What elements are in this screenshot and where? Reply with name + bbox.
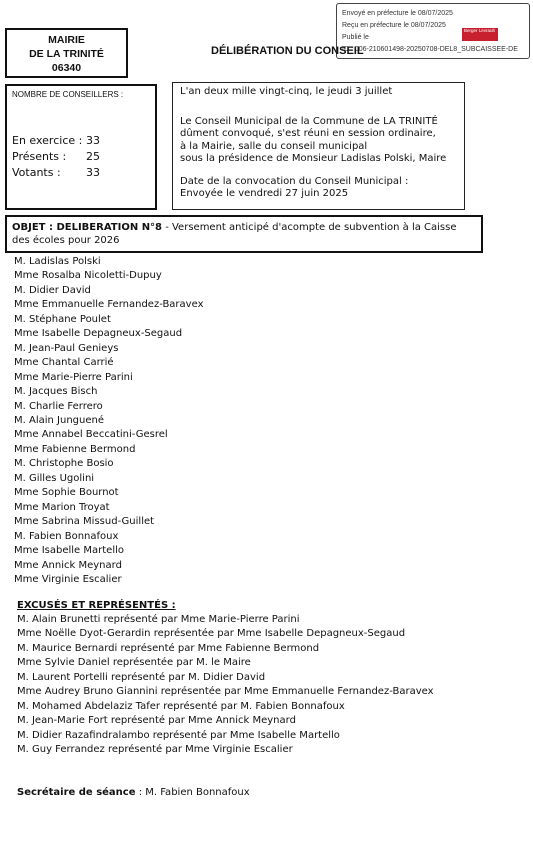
mairie-box (5, 28, 128, 78)
list-item: Mme Noëlle Dyot-Gerardin représentée par Mme Isabelle Depagneux-Segaud (17, 628, 406, 640)
list-item: M. Didier Razafindralambo représenté par Mme Isabelle Martello (17, 729, 340, 741)
intro-line-2: dûment convoqué, s'est réuni en session ordinaire, (180, 128, 436, 139)
stamp-id-line: ID : 006-210601498-20250708-DEL8_SUBCAISSEE-DE (342, 46, 518, 53)
list-item: M. Jean-Paul Genieys (14, 342, 119, 354)
list-item: M. Mohamed Abdelaziz Tafer représenté par M. Fabien Bonnafoux (17, 700, 345, 712)
list-item: M. Charlie Ferrero (14, 400, 103, 412)
stat-en-exercice-value: 33 (86, 134, 100, 147)
list-item: Mme Sophie Bournot (14, 487, 119, 499)
conseillers-heading: NOMBRE DE CONSEILLERS : (12, 90, 124, 99)
objet-text: - Versement anticipé d'acompte de subvention à la Caisse des écoles pour 2026 (12, 222, 457, 246)
list-item: M. Didier David (14, 284, 91, 296)
objet-box (5, 215, 483, 253)
list-item: M. Stéphane Poulet (14, 313, 111, 325)
intro-line-4: sous la présidence de Monsieur Ladislas Polski, Maire (180, 153, 447, 164)
list-item: Mme Isabelle Depagneux-Segaud (14, 328, 183, 340)
convocation-label: Date de la convocation du Conseil Municipal : (180, 175, 409, 187)
stat-presents-label: Présents : (12, 150, 67, 163)
berger-levrault-logo: Berger Levrault (462, 28, 498, 41)
list-item: M. Maurice Bernardi représenté par Mme Fabienne Bermond (17, 642, 320, 654)
stamp-published-line: Publié le (342, 34, 369, 41)
mairie-line-1: MAIRIE (48, 34, 85, 46)
list-item: M. Ladislas Polski (14, 256, 101, 267)
list-item: M. Jacques Bisch (14, 386, 98, 398)
session-intro-box (172, 82, 465, 210)
list-item: M. Alain Brunetti représenté par Mme Marie-Pierre Parini (17, 614, 300, 625)
convocation-date: Envoyée le vendredi 27 juin 2025 (180, 188, 349, 199)
intro-line-3: à la Mairie, salle du conseil municipal (180, 140, 368, 152)
list-item: Mme Chantal Carrié (14, 357, 114, 369)
excuses-list (17, 613, 434, 758)
page-title: DÉLIBÉRATION DU CONSEIL (211, 45, 364, 57)
mairie-postcode: 06340 (51, 62, 82, 74)
list-item: Mme Emmanuelle Fernandez-Baravex (14, 299, 204, 311)
list-item: Mme Marion Troyat (14, 501, 110, 513)
mairie-line-2: DE LA TRINITÉ (29, 48, 104, 60)
secretaire-de-seance (17, 787, 250, 798)
list-item: Mme Sylvie Daniel représentée par M. le Maire (17, 657, 251, 669)
presents-list (14, 255, 203, 587)
secretaire-label: Secrétaire de séance (17, 787, 136, 798)
session-date: L'an deux mille vingt-cinq, le jeudi 3 juillet (180, 86, 393, 97)
list-item: Mme Isabelle Martello (14, 545, 124, 557)
stat-presents-value: 25 (86, 150, 100, 163)
stat-en-exercice-label: En exercice : (12, 134, 83, 147)
list-item: M. Christophe Bosio (14, 458, 114, 470)
list-item: M. Jean-Marie Fort représenté par Mme Annick Meynard (17, 715, 296, 727)
stamp-received-line: Reçu en préfecture le 08/07/2025 (342, 22, 446, 29)
stat-presents (12, 150, 100, 163)
secretaire-value: : M. Fabien Bonnafoux (135, 787, 250, 798)
prefecture-stamp (336, 3, 530, 59)
conseillers-box (5, 84, 157, 210)
list-item: Mme Sabrina Missud-Guillet (14, 516, 155, 528)
list-item: Mme Audrey Bruno Giannini représentée par Mme Emmanuelle Fernandez-Baravex (17, 686, 434, 698)
list-item: M. Fabien Bonnafoux (14, 530, 119, 542)
excuses-heading: EXCUSÉS ET REPRÉSENTÉS : (17, 600, 176, 611)
list-item: Mme Annick Meynard (14, 559, 122, 571)
objet-label: OBJET : DELIBERATION N°8 (12, 222, 163, 233)
list-item: M. Laurent Portelli représenté par M. Didier David (17, 671, 266, 683)
stat-votants-label: Votants : (12, 166, 61, 179)
stamp-sent-line: Envoyé en préfecture le 08/07/2025 (342, 10, 453, 17)
stat-votants-value: 33 (86, 166, 100, 179)
list-item: M. Gilles Ugolini (14, 472, 95, 484)
stat-en-exercice (12, 134, 100, 147)
list-item: M. Alain Junguené (14, 414, 104, 426)
stat-votants (12, 166, 100, 179)
list-item: Mme Fabienne Bermond (14, 443, 136, 455)
list-item: Mme Annabel Beccatini-Gesrel (14, 429, 168, 441)
list-item: Mme Marie-Pierre Parini (14, 371, 133, 383)
list-item: Mme Virginie Escalier (14, 573, 122, 585)
intro-line-1: Le Conseil Municipal de la Commune de LA TRINITÉ (180, 115, 438, 127)
list-item: M. Guy Ferrandez représenté par Mme Virginie Escalier (17, 744, 293, 756)
list-item: Mme Rosalba Nicoletti-Dupuy (14, 270, 162, 282)
